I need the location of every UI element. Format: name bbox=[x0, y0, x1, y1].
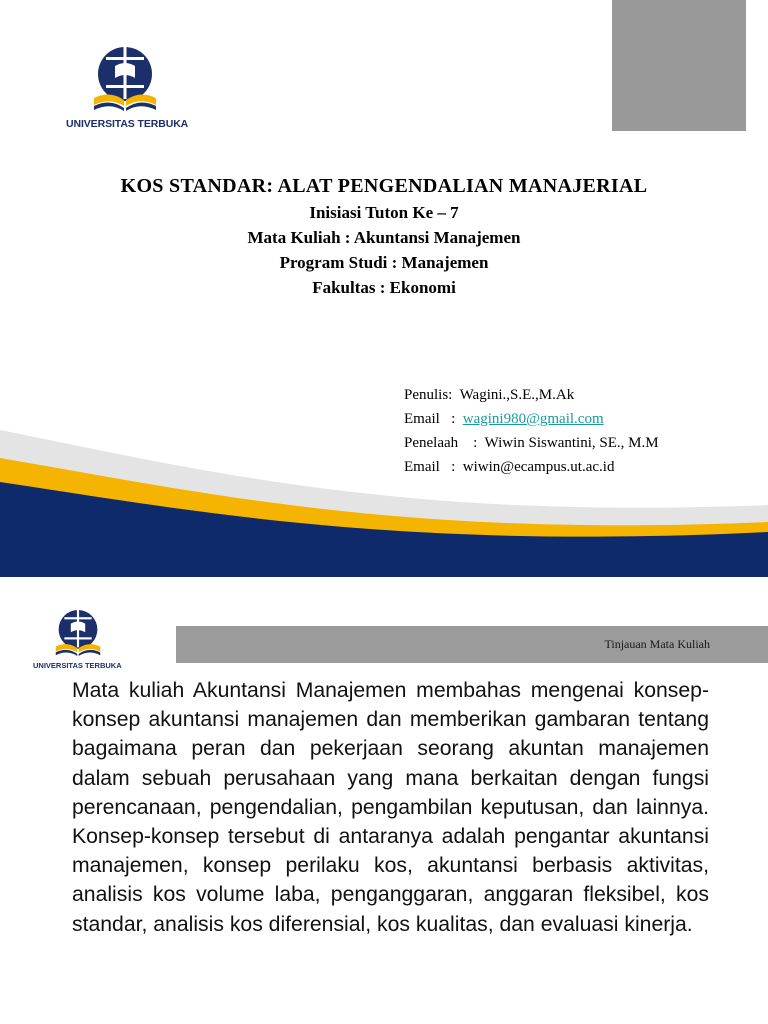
slide-title: KOS STANDAR: ALAT PENGENDALIAN MANAJERIAL bbox=[120, 175, 648, 197]
overview-slide bbox=[0, 592, 768, 1024]
subtitle-line-4: Fakultas : Ekonomi bbox=[312, 278, 456, 297]
subtitle-line-3: Program Studi : Manajemen bbox=[279, 253, 489, 272]
university-logo-small bbox=[33, 605, 123, 669]
email1-link[interactable]: wagini980@gmail.com bbox=[462, 411, 604, 427]
penulis-row bbox=[404, 383, 659, 407]
title-block bbox=[0, 172, 768, 300]
email1-label: Email bbox=[404, 411, 440, 427]
universitas-terbuka-logo-icon bbox=[33, 605, 123, 661]
subtitle-line-1: Inisiasi Tuton Ke – 7 bbox=[309, 203, 459, 222]
logo-text: UNIVERSITAS TERBUKA bbox=[66, 118, 189, 130]
gray-corner-block bbox=[612, 0, 746, 131]
penelaah-value: Wiwin Siswantini, SE., M.M bbox=[484, 435, 659, 451]
section-label: Tinjauan Mata Kuliah bbox=[604, 637, 710, 651]
penelaah-label: Penelaah bbox=[404, 435, 459, 451]
penulis-value: Wagini.,S.E.,M.Ak bbox=[459, 387, 575, 403]
universitas-terbuka-logo-icon bbox=[66, 40, 184, 118]
university-logo bbox=[66, 40, 189, 132]
email2-value: wiwin@ecampus.ut.ac.id bbox=[462, 459, 615, 475]
course-description: Mata kuliah Akuntansi Manajemen membahas mengenai konsep-konsep akuntansi manajemen dan memberikan gambaran tentang bagaimana peran dan pekerjaan seorang akuntan manajemen dalam sebuah perusahaan yang mana berkaitan dengan fungsi perencanaan, pengendalian, pengambilan keputusan, dan lainnya. Konsep-konsep tersebut di antaranya adalah pengantar akuntansi manajemen, konsep perilaku kos, akuntansi berbasis aktivitas, analisis kos volume laba, penganggaran, anggaran fleksibel, kos standar, analisis kos diferensial, kos kualitas, dan evaluasi kinerja. bbox=[72, 679, 709, 936]
penelaah-row: Penelaah : Wiwin Siswantini, SE., M.M bbox=[404, 435, 659, 451]
logo-text-small: UNIVERSITAS TERBUKA bbox=[33, 661, 122, 670]
email2-row: Email : wiwin@ecampus.ut.ac.id bbox=[404, 459, 615, 475]
penulis-label: Penulis: bbox=[404, 387, 453, 403]
email2-label: Email bbox=[404, 459, 440, 475]
header-bar bbox=[176, 626, 768, 663]
email1-row: Email : wagini980@gmail.com bbox=[404, 411, 604, 427]
author-info bbox=[404, 383, 659, 479]
subtitle-line-2: Mata Kuliah : Akuntansi Manajemen bbox=[247, 228, 521, 247]
